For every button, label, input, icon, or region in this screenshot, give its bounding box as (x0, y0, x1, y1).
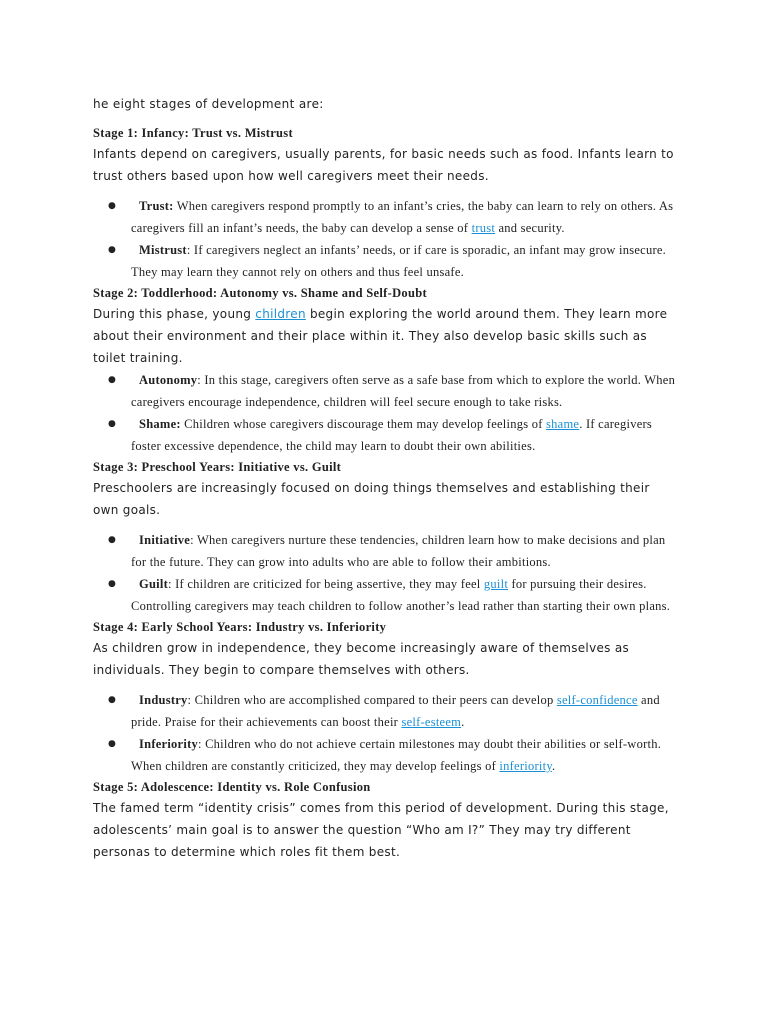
stage-3-paragraph: Preschoolers are increasingly focused on doing things themselves and establishing their own goals. (93, 481, 650, 517)
list-item (93, 573, 678, 617)
paragraph-text: During this phase, young (93, 307, 256, 321)
point-text: : Children who are accomplished compared to their peers can develop (187, 693, 557, 707)
bullet-icon: ● (108, 535, 117, 545)
inferiority-link[interactable]: inferiority (499, 759, 553, 773)
bullet-icon: ● (108, 419, 117, 429)
term-label: Initiative (139, 533, 191, 547)
stage-4-paragraph: As children grow in independence, they become increasingly aware of themselves as individuals. They begin to compare themselves with others. (93, 641, 630, 677)
point-text: : If caregivers neglect an infants’ needs, or if care is sporadic, an infant may grow insecure. They may learn they cannot rely on others and thus feel unsafe. (131, 243, 667, 279)
term-label: Industry (139, 693, 188, 707)
intro-text: he eight stages of development are: (93, 97, 324, 111)
stage-1-section (93, 123, 678, 283)
term-label: Autonomy (139, 373, 198, 387)
stage-1-paragraph: Infants depend on caregivers, usually parents, for basic needs such as food. Infants learn to trust others based upon how well caregivers meet their needs. (93, 147, 674, 183)
self-confidence-link[interactable]: self-confidence (556, 693, 638, 707)
bullet-icon: ● (108, 579, 117, 589)
list-item (93, 733, 678, 777)
bullet-icon: ● (108, 375, 117, 385)
stage-2-section (93, 283, 678, 457)
bullet-icon: ● (108, 739, 117, 749)
term-label: Mistrust (139, 243, 187, 257)
list-item (93, 239, 678, 283)
document-page (93, 93, 678, 863)
stage-1-heading: Stage 1: Infancy: Trust vs. Mistrust (93, 126, 293, 140)
children-link[interactable]: children (255, 307, 306, 321)
stage-5-heading: Stage 5: Adolescence: Identity vs. Role Confusion (93, 780, 371, 794)
point-text: When caregivers respond promptly to an infant’s cries, the baby can learn to rely on others. As caregivers fill an infant’s needs, the baby can develop a sense of (131, 199, 674, 235)
point-text: : If children are criticized for being assertive, they may feel (168, 577, 484, 591)
point-text: . If caregivers foster excessive dependence, the child may learn to doubt their own abilities. (131, 417, 653, 453)
point-text: Children whose caregivers discourage them may develop feelings of (180, 417, 547, 431)
point-text: . (461, 715, 465, 729)
stage-4-heading: Stage 4: Early School Years: Industry vs. Inferiority (93, 620, 387, 634)
list-item (93, 689, 678, 733)
list-item (93, 195, 678, 239)
term-label: Inferiority (139, 737, 198, 751)
stage-2-paragraph (93, 303, 678, 369)
stage-5-paragraph: The famed term “identity crisis” comes from this period of development. During this stage, adolescents’ main goal is to answer the question “Who am I?” They may try different personas to determine which roles fit them best. (93, 801, 669, 859)
stage-4-list (93, 689, 678, 777)
term-label: Shame: (139, 417, 181, 431)
list-item (93, 529, 678, 573)
stage-5-section (93, 777, 678, 863)
stage-4-section (93, 617, 678, 777)
shame-link[interactable]: shame (546, 417, 580, 431)
stage-1-list (93, 195, 678, 283)
term-label: Trust: (139, 199, 174, 213)
point-text: : In this stage, caregivers often serve as a safe base from which to explore the world. When caregivers encourage independence, children will feel secure enough to take risks. (131, 373, 676, 409)
bullet-icon: ● (108, 695, 117, 705)
point-text: : Children who do not achieve certain milestones may doubt their abilities or self-worth. When children are constantly criticized, they may develop feelings of (131, 737, 662, 773)
point-text: for pursuing their desires. Controlling caregivers may teach children to follow another’s lead rather than starting their own plans. (131, 577, 671, 613)
stage-2-list (93, 369, 678, 457)
guilt-link[interactable]: guilt (483, 577, 509, 591)
point-text: and security. (495, 221, 565, 235)
point-text: : When caregivers nurture these tendencies, children learn how to make decisions and plan for the future. They can grow into adults who are able to follow their ambitions. (131, 533, 666, 569)
stage-2-heading: Stage 2: Toddlerhood: Autonomy vs. Shame and Self-Doubt (93, 286, 427, 300)
bullet-icon: ● (108, 245, 117, 255)
trust-link[interactable]: trust (471, 221, 496, 235)
list-item (93, 369, 678, 413)
self-esteem-link[interactable]: self-esteem (401, 715, 462, 729)
term-label: Guilt (139, 577, 169, 591)
point-text: . (552, 759, 556, 773)
list-item (93, 413, 678, 457)
bullet-icon: ● (108, 201, 117, 211)
paragraph-text: begin exploring the world around them. They learn more about their environment and their place within it. They also develop basic skills such as toilet training. (93, 307, 668, 365)
point-text: and pride. Praise for their achievements can boost their (131, 693, 660, 729)
stage-3-section (93, 457, 678, 617)
stage-3-heading: Stage 3: Preschool Years: Initiative vs. Guilt (93, 460, 342, 474)
stage-3-list (93, 529, 678, 617)
